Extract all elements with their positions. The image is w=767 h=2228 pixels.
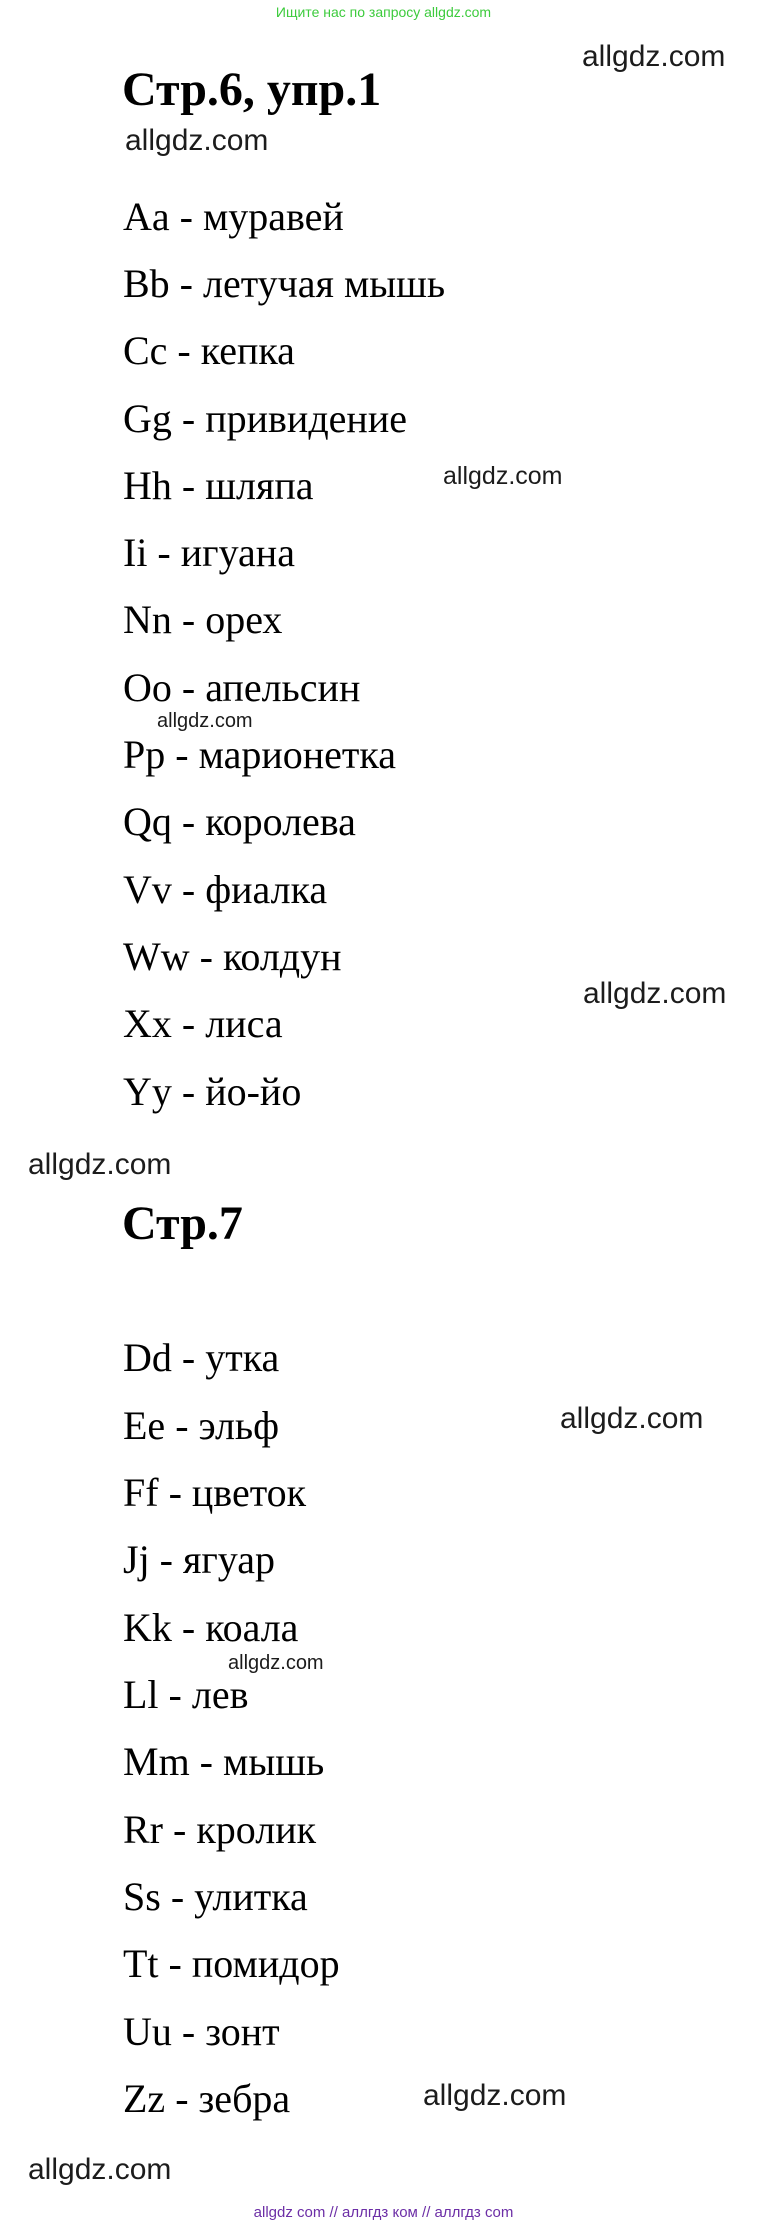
alphabet-entry: Nn - орех [123, 597, 283, 642]
watermark-text: allgdz.com [28, 2153, 172, 2186]
alphabet-entry: Kk - коала [123, 1605, 299, 1650]
watermark-text: allgdz.com [443, 462, 563, 490]
watermark-text: allgdz.com [582, 40, 726, 73]
alphabet-entry: Gg - привидение [123, 396, 407, 441]
section-title: Стр.6, упр.1 [122, 63, 382, 116]
alphabet-entry: Uu - зонт [123, 2009, 280, 2054]
alphabet-entry: Pp - марионетка [123, 732, 396, 777]
alphabet-entry: Jj - ягуар [123, 1537, 276, 1582]
alphabet-entry: Ii - игуана [123, 530, 295, 575]
watermark-text: allgdz.com [228, 1652, 324, 1674]
watermark-text: allgdz.com [125, 124, 269, 157]
alphabet-entry: Qq - королева [123, 799, 356, 844]
alphabet-entry: Yy - йо-йо [123, 1069, 302, 1114]
watermark-text: allgdz.com [157, 710, 253, 732]
alphabet-entry: Ss - улитка [123, 1874, 308, 1919]
watermark-text: allgdz.com [560, 1402, 704, 1435]
alphabet-entry: Ll - лев [123, 1672, 249, 1717]
watermark-text: allgdz.com [583, 977, 727, 1010]
alphabet-entry: Dd - утка [123, 1335, 280, 1380]
alphabet-entry: Vv - фиалка [123, 867, 328, 912]
alphabet-entry: Rr - кролик [123, 1807, 317, 1852]
alphabet-entry: Hh - шляпа [123, 463, 314, 508]
alphabet-entry: Tt - помидор [123, 1941, 340, 1986]
watermark-text: allgdz.com [423, 2079, 567, 2112]
alphabet-entry: Cc - кепка [123, 328, 295, 373]
search-hint-banner: Ищите нас по запросу allgdz.com [275, 4, 492, 20]
alphabet-entry: Xx - лиса [123, 1001, 283, 1046]
alphabet-entry: Oo - апельсин [123, 665, 361, 710]
alphabet-entry: Bb - летучая мышь [123, 261, 446, 306]
footer-keywords: allgdz com // аллгдз ком // аллгдз com [253, 2204, 514, 2221]
alphabet-entry: Aa - муравей [123, 194, 344, 239]
alphabet-entry: Ww - колдун [123, 934, 342, 979]
alphabet-entry: Ee - эльф [123, 1403, 280, 1448]
alphabet-entry: Ff - цветок [123, 1470, 307, 1515]
section-title: Стр.7 [122, 1197, 243, 1250]
alphabet-entry: Zz - зебра [123, 2076, 291, 2121]
alphabet-entry: Mm - мышь [123, 1739, 325, 1784]
watermark-text: allgdz.com [28, 1148, 172, 1181]
